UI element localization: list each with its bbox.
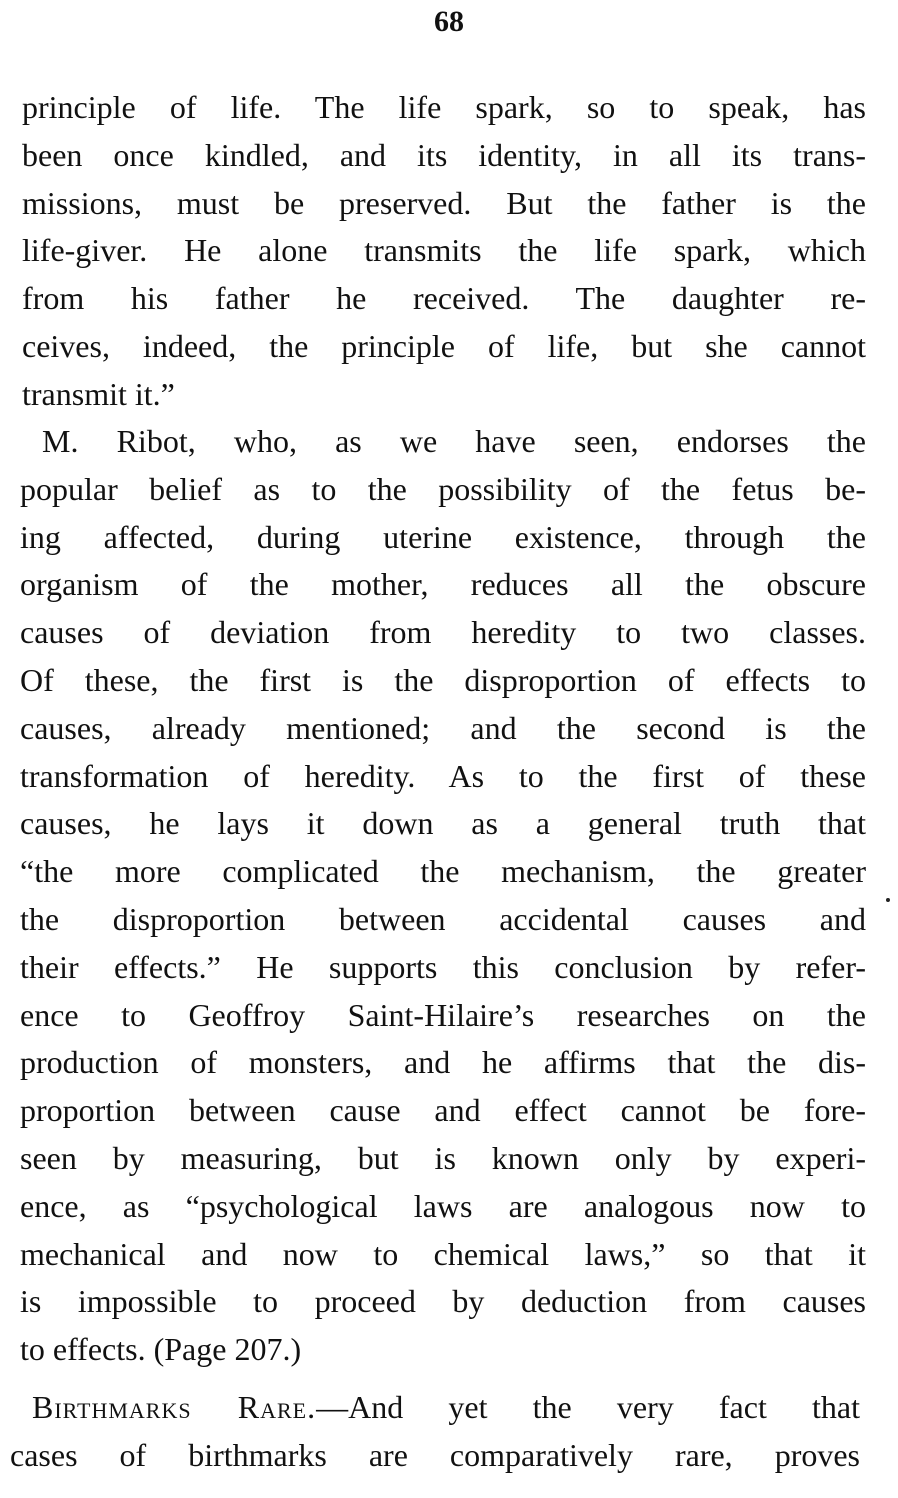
text-line: cases of birthmarks are comparatively rare, proves	[10, 1436, 860, 1473]
text-line: transmit it.”	[22, 375, 175, 412]
text-line: ence, as “psychological laws are analogous now to	[20, 1187, 866, 1224]
text-line: from his father he received. The daughter re-	[22, 280, 866, 317]
text-line	[10, 1384, 860, 1432]
text-line: causes of deviation from heredity to two classes.	[20, 614, 866, 651]
text-line: been once kindled, and its identity, in all its trans-	[22, 136, 866, 173]
scan-speck	[886, 898, 890, 902]
section-heading: Birthmarks Rare.	[32, 1389, 317, 1425]
text-line: production of monsters, and he affirms that the dis-	[20, 1044, 866, 1081]
text-line: “the more complicated the mechanism, the greater	[20, 853, 866, 890]
text-line: life-giver. He alone transmits the life spark, which	[22, 232, 866, 269]
text-line: missions, must be preserved. But the father is the	[22, 184, 866, 221]
text-line: ceives, indeed, the principle of life, but she cannot	[22, 327, 866, 364]
paragraph-1	[22, 84, 866, 419]
text-line: to effects. (Page 207.)	[20, 1331, 302, 1368]
text-line: causes, he lays it down as a general truth that	[20, 805, 866, 842]
text-line: the disproportion between accidental causes and	[20, 900, 866, 937]
heading-continuation: —And yet the very fact that	[316, 1389, 860, 1425]
text-line: organism of the mother, reduces all the obscure	[20, 566, 866, 603]
text-line: ence to Geoffroy Saint-Hilaire’s researches on the	[20, 996, 866, 1033]
text-line: causes, already mentioned; and the second is the	[20, 709, 866, 746]
text-line: transformation of heredity. As to the first of these	[20, 757, 866, 794]
page-number: 68	[434, 5, 464, 38]
text-line: principle of life. The life spark, so to speak, has	[22, 89, 866, 125]
text-line: is impossible to proceed by deduction from causes	[20, 1283, 866, 1320]
text-line: M. Ribot, who, as we have seen, endorses the	[42, 423, 866, 459]
text-line: mechanical and now to chemical laws,” so that it	[20, 1235, 866, 1272]
text-line: their effects.” He supports this conclusion by refer-	[20, 948, 866, 985]
text-line: Of these, the first is the disproportion of effects to	[20, 661, 866, 698]
text-line: seen by measuring, but is known only by experi-	[20, 1139, 866, 1176]
text-line: popular belief as to the possibility of the fetus be-	[20, 470, 866, 507]
paragraph-2	[20, 418, 866, 1374]
paragraph-3	[10, 1384, 860, 1480]
text-line: proportion between cause and effect cannot be fore-	[20, 1092, 866, 1129]
text-line: ing affected, during uterine existence, through the	[20, 518, 866, 555]
